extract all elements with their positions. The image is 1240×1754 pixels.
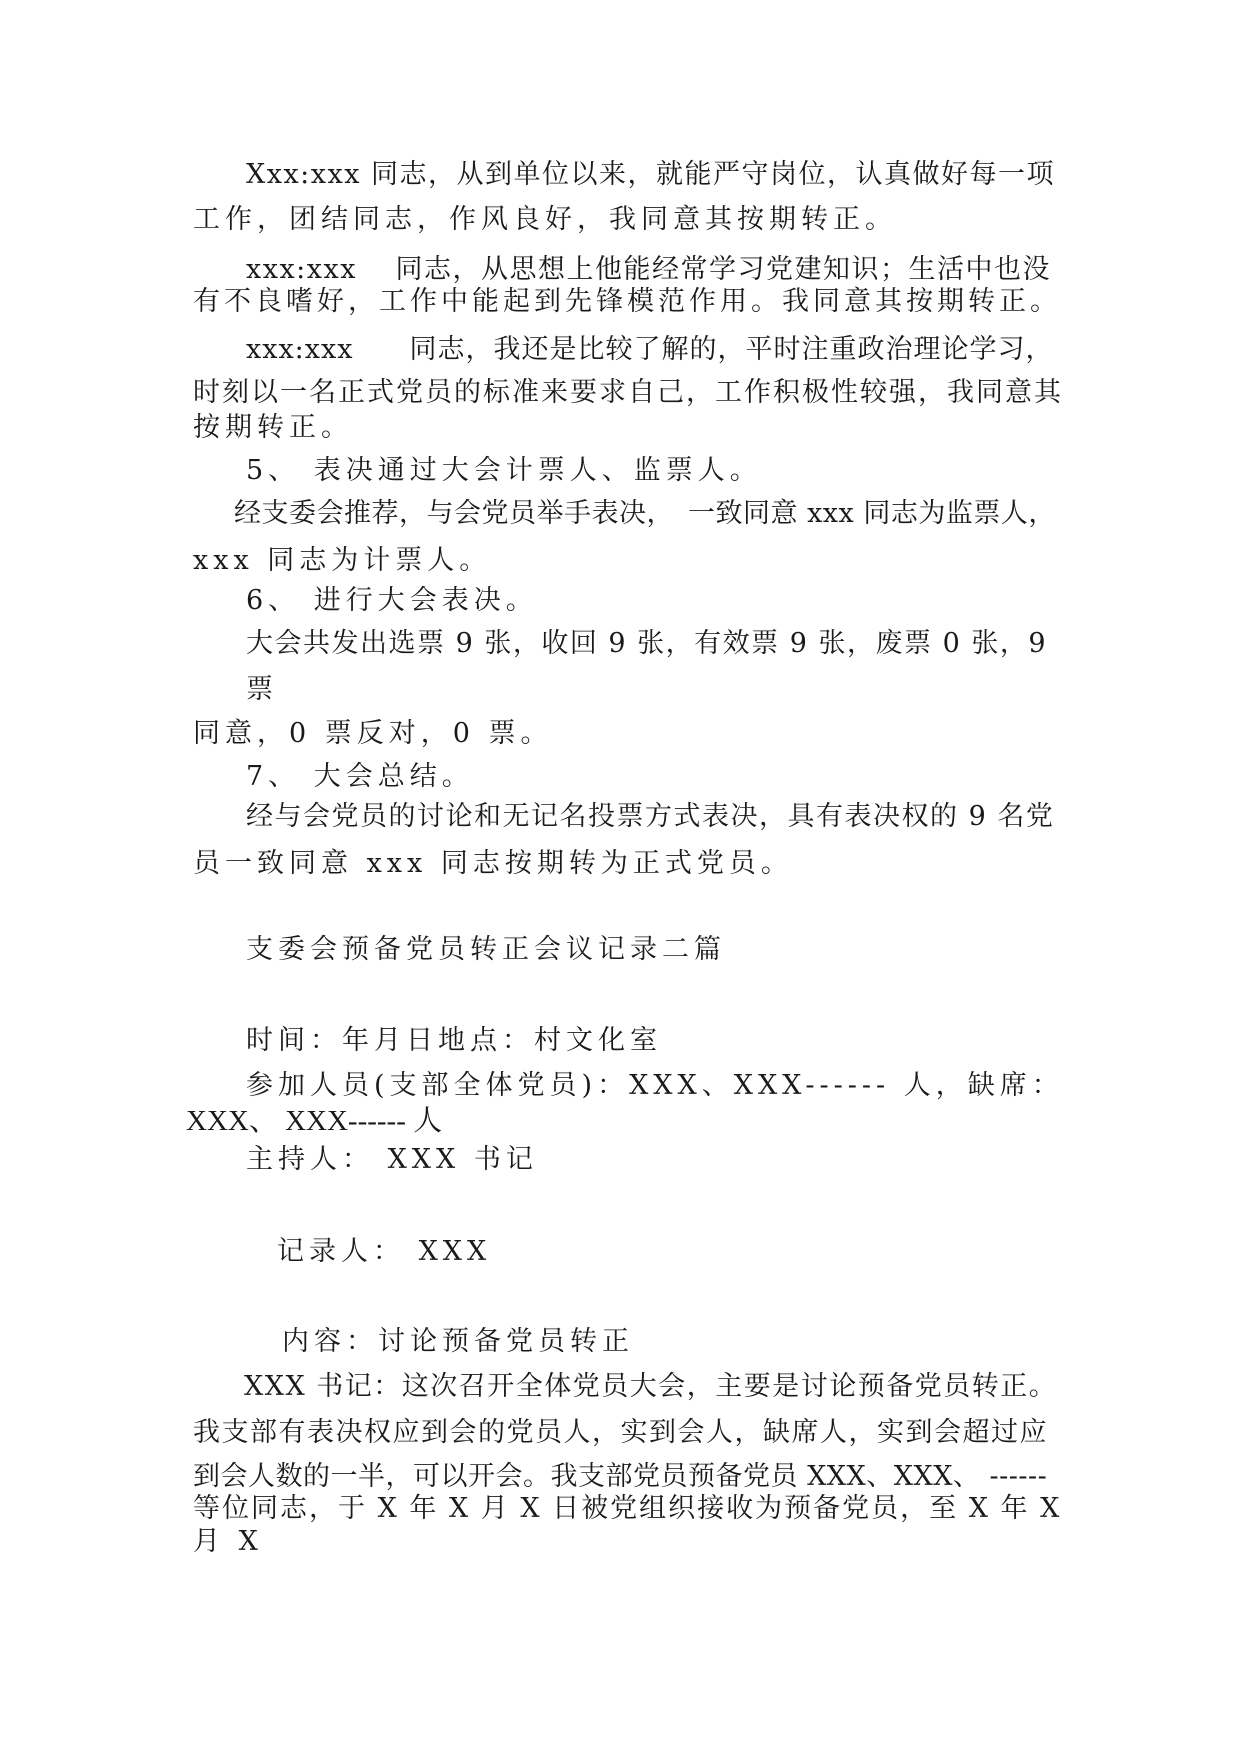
text-line-28: 等位同志，于 X 年 X 月 X 日被党组织接收为预备党员，至 X 年 X — [193, 1493, 1062, 1524]
text-line-29: 月 X — [193, 1526, 263, 1557]
text-line-15: 7、 大会总结。 — [246, 761, 474, 792]
text-line-13: 票 — [246, 674, 278, 705]
text-line-5: xxx:xxx 同志，我还是比较了解的，平时注重政治理论学习， — [246, 334, 1054, 365]
text-line-26: 我支部有表决权应到会的党员人，实到会人，缺席人，实到会超过应 — [193, 1417, 1048, 1448]
recorder-line: 记录人： XXX — [277, 1236, 492, 1267]
text-line-2: 工作，团结同志，作风良好，我同意其按期转正。 — [193, 204, 897, 235]
text-line-7: 按期转正。 — [193, 412, 353, 443]
text-line-3: xxx:xxx 同志，从思想上他能经常学习党建知识；生活中也没 — [246, 254, 1052, 285]
text-line-12: 大会共发出选票 9 张，收回 9 张，有效票 9 张，废票 0 张，9 — [246, 628, 1048, 659]
text-line-11: 6、 进行大会表决。 — [246, 585, 538, 616]
text-line-14: 同意，0 票反对，0 票。 — [193, 718, 553, 749]
host-line: 主持人： XXX 书记 — [246, 1144, 538, 1175]
text-line-8: 5、 表决通过大会计票人、监票人。 — [246, 455, 762, 486]
text-line-25: XXX 书记：这次召开全体党员大会，主要是讨论预备党员转正。 — [244, 1371, 1058, 1402]
attendees-line: 参加人员(支部全体党员)：XXX、XXX------ 人，缺席： — [246, 1070, 1064, 1101]
text-line-27: 到会人数的一半，可以开会。我支部党员预备党员 XXX、XXX、 ------ — [193, 1461, 1048, 1492]
text-line-9: 经支委会推荐，与会党员举手表决， 一致同意 xxx 同志为监票人， — [234, 498, 1056, 529]
text-line-1: Xxx:xxx 同志，从到单位以来，就能严守岗位，认真做好每一项 — [246, 159, 1056, 190]
content-line: 内容：讨论预备党员转正 — [282, 1326, 634, 1357]
text-line-17: 员一致同意 xxx 同志按期转为正式党员。 — [193, 848, 793, 879]
section-title: 支委会预备党员转正会议记录二篇 — [246, 934, 726, 965]
absentees-line: XXX、 XXX------ 人 — [186, 1105, 443, 1137]
text-line-16: 经与会党员的讨论和无记名投票方式表决，具有表决权的 9 名党 — [246, 801, 1055, 832]
text-line-6: 时刻以一名正式党员的标准来要求自己，工作积极性较强，我同意其 — [193, 377, 1063, 408]
text-line-10: xxx 同志为计票人。 — [193, 545, 492, 576]
text-line-4: 有不良嗜好，工作中能起到先锋模范作用。我同意其按期转正。 — [193, 286, 1061, 317]
meeting-time-location: 时间：年月日地点：村文化室 — [246, 1025, 662, 1056]
